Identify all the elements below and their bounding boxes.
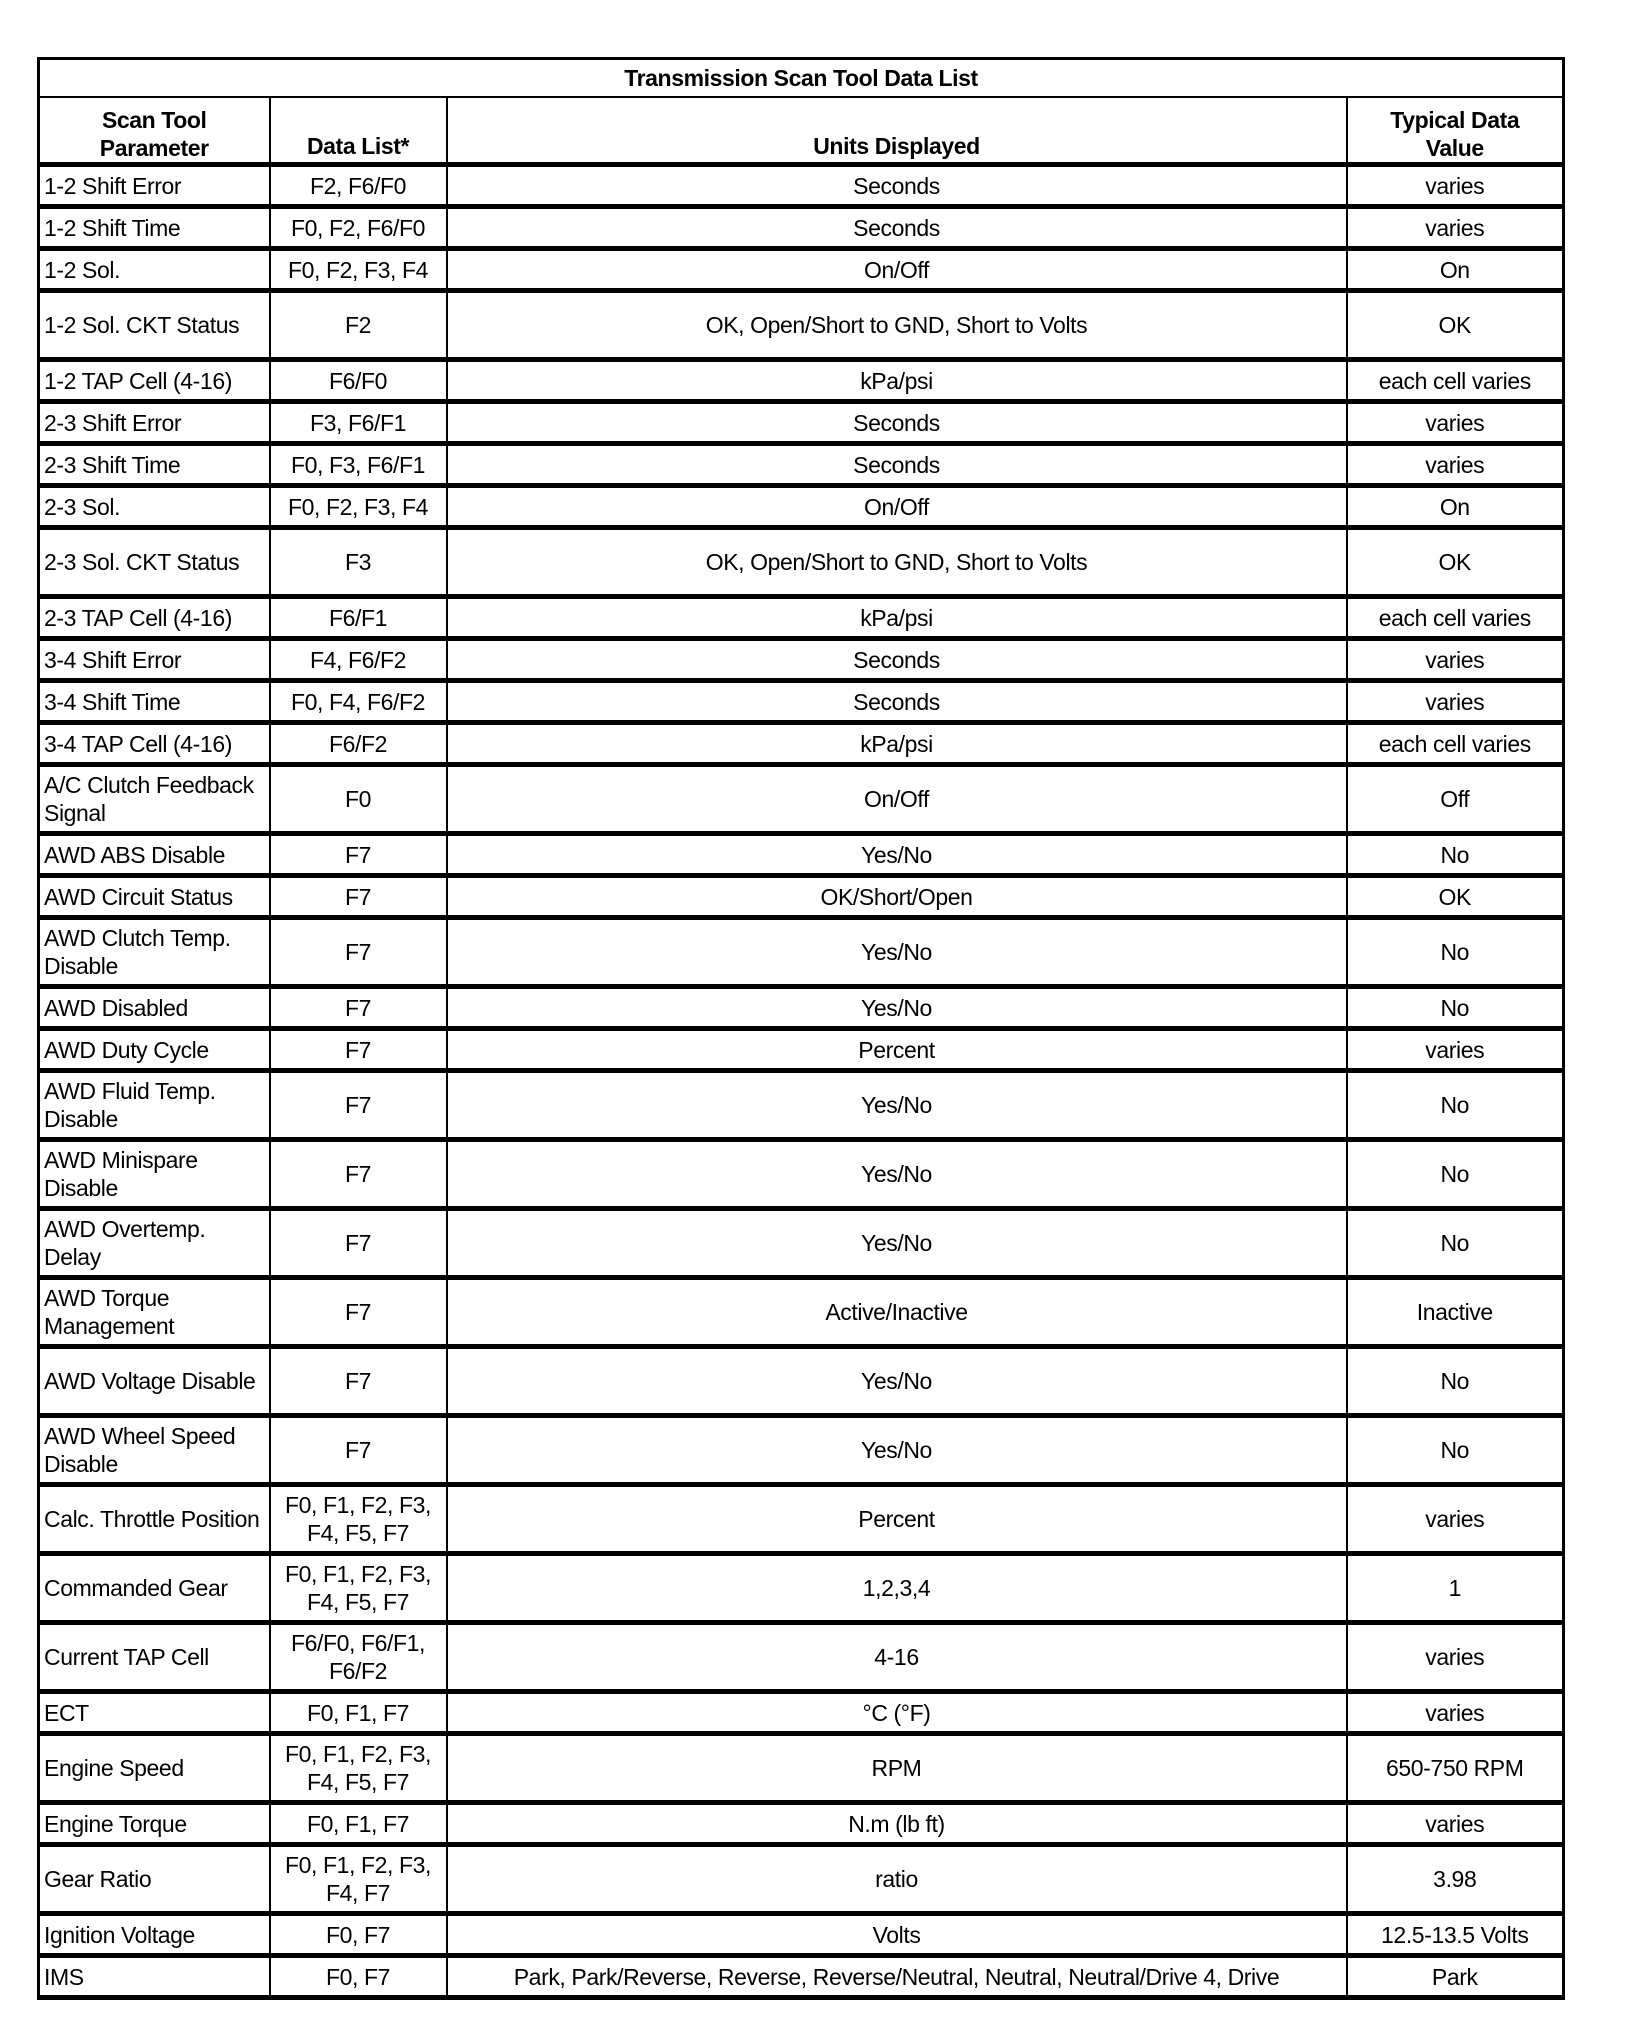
typical-value-cell: OK: [1347, 291, 1564, 360]
data-list-cell: F0, F1, F2, F3, F4, F7: [270, 1845, 447, 1914]
data-list-cell: F3, F6/F1: [270, 402, 447, 444]
parameter-cell: 3-4 Shift Time: [39, 681, 270, 723]
data-list-cell: F6/F1: [270, 597, 447, 639]
table-row: [39, 1692, 1564, 1734]
units-cell: OK/Short/Open: [447, 876, 1347, 918]
units-cell: Yes/No: [447, 1071, 1347, 1140]
table-row: [39, 1347, 1564, 1416]
table-row: [39, 1554, 1564, 1623]
units-cell: Seconds: [447, 639, 1347, 681]
units-cell: Yes/No: [447, 1347, 1347, 1416]
table-row: [39, 360, 1564, 402]
data-list-cell: F0, F1, F7: [270, 1803, 447, 1845]
units-cell: Yes/No: [447, 1209, 1347, 1278]
parameter-cell: Current TAP Cell: [39, 1623, 270, 1692]
parameter-cell: Engine Speed: [39, 1734, 270, 1803]
table-row: [39, 918, 1564, 987]
header-typical-value: Typical Data Value: [1347, 97, 1564, 165]
typical-value-cell: No: [1347, 1209, 1564, 1278]
parameter-cell: 1-2 Sol. CKT Status: [39, 291, 270, 360]
parameter-cell: 2-3 Shift Time: [39, 444, 270, 486]
data-list-cell: F0, F1, F2, F3, F4, F5, F7: [270, 1485, 447, 1554]
units-cell: OK, Open/Short to GND, Short to Volts: [447, 291, 1347, 360]
units-cell: 4-16: [447, 1623, 1347, 1692]
parameter-cell: AWD Minispare Disable: [39, 1140, 270, 1209]
units-cell: Yes/No: [447, 1140, 1347, 1209]
parameter-cell: 2-3 Sol.: [39, 486, 270, 528]
typical-value-cell: No: [1347, 1416, 1564, 1485]
typical-value-cell: OK: [1347, 528, 1564, 597]
units-cell: °C (°F): [447, 1692, 1347, 1734]
units-cell: Percent: [447, 1029, 1347, 1071]
parameter-cell: Engine Torque: [39, 1803, 270, 1845]
parameter-cell: 3-4 Shift Error: [39, 639, 270, 681]
typical-value-cell: No: [1347, 834, 1564, 876]
units-cell: Yes/No: [447, 987, 1347, 1029]
table-row: [39, 597, 1564, 639]
typical-value-cell: varies: [1347, 1803, 1564, 1845]
parameter-cell: 2-3 Sol. CKT Status: [39, 528, 270, 597]
parameter-cell: IMS: [39, 1956, 270, 1998]
data-list-cell: F7: [270, 918, 447, 987]
parameter-cell: Commanded Gear: [39, 1554, 270, 1623]
table-title: Transmission Scan Tool Data List: [39, 59, 1564, 98]
units-cell: Seconds: [447, 681, 1347, 723]
units-cell: Yes/No: [447, 834, 1347, 876]
table-row: [39, 639, 1564, 681]
table-row: [39, 402, 1564, 444]
typical-value-cell: varies: [1347, 681, 1564, 723]
data-list-cell: F0, F4, F6/F2: [270, 681, 447, 723]
table-row: [39, 1623, 1564, 1692]
units-cell: On/Off: [447, 486, 1347, 528]
header-parameter: Scan Tool Parameter: [39, 97, 270, 165]
typical-value-cell: varies: [1347, 444, 1564, 486]
data-list-cell: F7: [270, 1347, 447, 1416]
header-units: Units Displayed: [447, 97, 1347, 165]
typical-value-cell: each cell varies: [1347, 360, 1564, 402]
typical-value-cell: varies: [1347, 1623, 1564, 1692]
data-list-cell: F6/F2: [270, 723, 447, 765]
typical-value-cell: each cell varies: [1347, 597, 1564, 639]
units-cell: kPa/psi: [447, 360, 1347, 402]
data-list-cell: F7: [270, 1140, 447, 1209]
typical-value-cell: each cell varies: [1347, 723, 1564, 765]
parameter-cell: AWD Fluid Temp. Disable: [39, 1071, 270, 1140]
table-row: [39, 1914, 1564, 1956]
table-row: [39, 681, 1564, 723]
typical-value-cell: OK: [1347, 876, 1564, 918]
typical-value-cell: No: [1347, 918, 1564, 987]
units-cell: kPa/psi: [447, 597, 1347, 639]
parameter-cell: AWD Overtemp. Delay: [39, 1209, 270, 1278]
data-list-cell: F0, F1, F2, F3, F4, F5, F7: [270, 1554, 447, 1623]
data-list-cell: F2, F6/F0: [270, 165, 447, 207]
table-row: [39, 1485, 1564, 1554]
units-cell: Volts: [447, 1914, 1347, 1956]
data-list-cell: F7: [270, 1209, 447, 1278]
parameter-cell: Calc. Throttle Position: [39, 1485, 270, 1554]
typical-value-cell: varies: [1347, 1029, 1564, 1071]
typical-value-cell: No: [1347, 1140, 1564, 1209]
typical-value-cell: varies: [1347, 207, 1564, 249]
parameter-cell: 1-2 TAP Cell (4-16): [39, 360, 270, 402]
table-row: [39, 1803, 1564, 1845]
units-cell: kPa/psi: [447, 723, 1347, 765]
units-cell: RPM: [447, 1734, 1347, 1803]
parameter-cell: AWD Clutch Temp. Disable: [39, 918, 270, 987]
data-list-cell: F7: [270, 876, 447, 918]
units-cell: Seconds: [447, 207, 1347, 249]
data-list-cell: F7: [270, 987, 447, 1029]
data-list-cell: F0, F3, F6/F1: [270, 444, 447, 486]
units-cell: OK, Open/Short to GND, Short to Volts: [447, 528, 1347, 597]
data-list-cell: F4, F6/F2: [270, 639, 447, 681]
parameter-cell: 3-4 TAP Cell (4-16): [39, 723, 270, 765]
parameter-cell: AWD Torque Management: [39, 1278, 270, 1347]
parameter-cell: AWD Disabled: [39, 987, 270, 1029]
typical-value-cell: No: [1347, 987, 1564, 1029]
units-cell: Yes/No: [447, 1416, 1347, 1485]
parameter-cell: AWD Wheel Speed Disable: [39, 1416, 270, 1485]
parameter-cell: AWD ABS Disable: [39, 834, 270, 876]
table-row: [39, 765, 1564, 834]
typical-value-cell: 1: [1347, 1554, 1564, 1623]
parameter-cell: 2-3 Shift Error: [39, 402, 270, 444]
data-list-cell: F7: [270, 1071, 447, 1140]
typical-value-cell: varies: [1347, 165, 1564, 207]
typical-value-cell: varies: [1347, 402, 1564, 444]
data-list-cell: F6/F0, F6/F1, F6/F2: [270, 1623, 447, 1692]
typical-value-cell: Inactive: [1347, 1278, 1564, 1347]
parameter-cell: ECT: [39, 1692, 270, 1734]
data-list-cell: F7: [270, 1029, 447, 1071]
units-cell: Seconds: [447, 402, 1347, 444]
units-cell: On/Off: [447, 765, 1347, 834]
table-row: [39, 291, 1564, 360]
parameter-cell: 2-3 TAP Cell (4-16): [39, 597, 270, 639]
data-list-cell: F3: [270, 528, 447, 597]
data-list-cell: F6/F0: [270, 360, 447, 402]
typical-value-cell: varies: [1347, 1692, 1564, 1734]
units-cell: 1,2,3,4: [447, 1554, 1347, 1623]
typical-value-cell: No: [1347, 1071, 1564, 1140]
table-row: [39, 165, 1564, 207]
typical-value-cell: Park: [1347, 1956, 1564, 1998]
table-row: [39, 1416, 1564, 1485]
typical-value-cell: On: [1347, 486, 1564, 528]
units-cell: Park, Park/Reverse, Reverse, Reverse/Neutral, Neutral, Neutral/Drive 4, Drive: [447, 1956, 1347, 1998]
table-row: [39, 834, 1564, 876]
typical-value-cell: 12.5-13.5 Volts: [1347, 1914, 1564, 1956]
units-cell: N.m (lb ft): [447, 1803, 1347, 1845]
typical-value-cell: On: [1347, 249, 1564, 291]
table-row: [39, 1209, 1564, 1278]
table-row: [39, 1845, 1564, 1914]
data-list-cell: F0, F2, F3, F4: [270, 486, 447, 528]
units-cell: On/Off: [447, 249, 1347, 291]
data-list-cell: F0, F2, F6/F0: [270, 207, 447, 249]
units-cell: Seconds: [447, 165, 1347, 207]
units-cell: Yes/No: [447, 918, 1347, 987]
table-row: [39, 1140, 1564, 1209]
table-row: [39, 1956, 1564, 1998]
typical-value-cell: No: [1347, 1347, 1564, 1416]
table-row: [39, 207, 1564, 249]
parameter-cell: 1-2 Shift Time: [39, 207, 270, 249]
table-row: [39, 987, 1564, 1029]
data-list-cell: F0, F1, F2, F3, F4, F5, F7: [270, 1734, 447, 1803]
data-list-cell: F0, F7: [270, 1914, 447, 1956]
data-list-cell: F2: [270, 291, 447, 360]
table-row: [39, 723, 1564, 765]
data-list-cell: F0, F2, F3, F4: [270, 249, 447, 291]
typical-value-cell: 3.98: [1347, 1845, 1564, 1914]
data-list-cell: F0, F1, F7: [270, 1692, 447, 1734]
typical-value-cell: Off: [1347, 765, 1564, 834]
table-row: [39, 1278, 1564, 1347]
parameter-cell: AWD Voltage Disable: [39, 1347, 270, 1416]
parameter-cell: 1-2 Sol.: [39, 249, 270, 291]
units-cell: Seconds: [447, 444, 1347, 486]
header-data-list: Data List*: [270, 97, 447, 165]
data-list-cell: F7: [270, 1278, 447, 1347]
table-row: [39, 1029, 1564, 1071]
parameter-cell: Gear Ratio: [39, 1845, 270, 1914]
table-row: [39, 528, 1564, 597]
parameter-cell: Ignition Voltage: [39, 1914, 270, 1956]
data-list-cell: F0, F7: [270, 1956, 447, 1998]
units-cell: Active/Inactive: [447, 1278, 1347, 1347]
parameter-cell: AWD Circuit Status: [39, 876, 270, 918]
table-row: [39, 486, 1564, 528]
typical-value-cell: varies: [1347, 1485, 1564, 1554]
parameter-cell: 1-2 Shift Error: [39, 165, 270, 207]
data-list-cell: F7: [270, 1416, 447, 1485]
table-row: [39, 1734, 1564, 1803]
typical-value-cell: 650-750 RPM: [1347, 1734, 1564, 1803]
units-cell: ratio: [447, 1845, 1347, 1914]
parameter-cell: AWD Duty Cycle: [39, 1029, 270, 1071]
table-row: [39, 444, 1564, 486]
typical-value-cell: varies: [1347, 639, 1564, 681]
units-cell: Percent: [447, 1485, 1347, 1554]
table-row: [39, 876, 1564, 918]
data-list-cell: F7: [270, 834, 447, 876]
table-row: [39, 249, 1564, 291]
parameter-cell: A/C Clutch Feedback Signal: [39, 765, 270, 834]
data-list-cell: F0: [270, 765, 447, 834]
table-row: [39, 1071, 1564, 1140]
scan-tool-data-table: [37, 57, 1565, 2000]
